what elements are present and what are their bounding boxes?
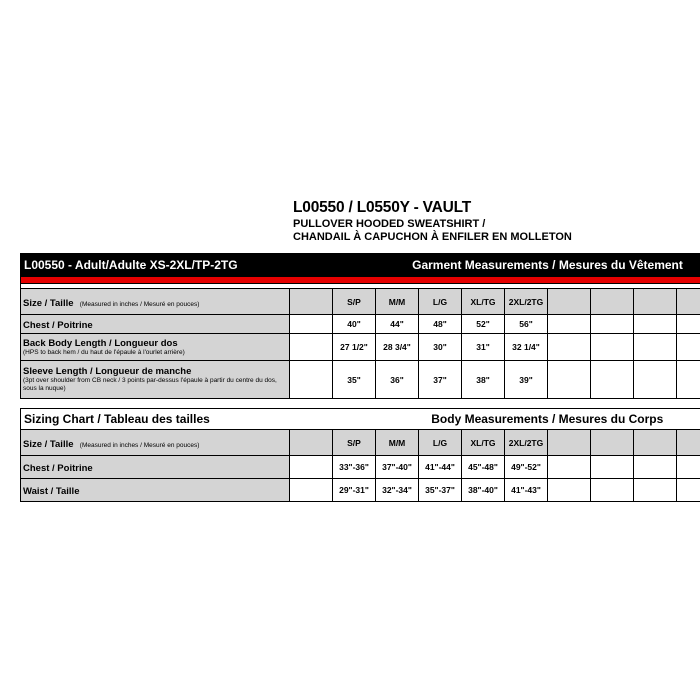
row-label: Waist / Taille [23,486,80,497]
garment-header-left: L00550 - Adult/Adulte XS-2XL/TP-2TG [21,254,376,277]
product-subtitle-fr: CHANDAIL À CAPUCHON À ENFILER EN MOLLETON [293,231,572,243]
body-size-row [21,430,700,456]
product-title-block [293,198,693,244]
garment-measurements-table [20,253,700,399]
row-label: Chest / Poitrine [23,463,93,474]
table-row: Waist / Taille 29"-31" 32"-34" 35"-37" 38"-40" 41"-43" [21,479,700,502]
size-header: 2XL/2TG [505,289,548,315]
size-header: L/G [419,289,462,315]
body-measurements-table [20,408,700,502]
size-header: XL/TG [462,289,505,315]
body-header [21,409,700,430]
row-label: Sleeve Length / Longueur de manche [23,366,192,377]
size-header: M/M [376,430,419,456]
garment-size-label: Size / Taille (Measured in inches / Mesuré en pouces) [21,289,290,315]
table-row: Back Body Length / Longueur dos (HPS to back hem / du haut de l'épaule à l'ourlet arrière) 27 1/2" 28 3/4" 30" 31" 32 1/4" [21,334,700,361]
row-note: (HPS to back hem / du haut de l'épaule à l'ourlet arrière) [23,348,185,356]
size-header: 2XL/2TG [505,430,548,456]
table-row: Chest / Poitrine 40" 44" 48" 52" 56" [21,315,700,334]
row-label: Back Body Length / Longueur dos [23,337,178,349]
row-label: Chest / Poitrine [23,320,93,331]
garment-size-row [21,289,700,315]
garment-header-right: Garment Measurements / Mesures du Vêtement [376,254,700,277]
product-subtitle-en: PULLOVER HOODED SWEATSHIRT / [293,218,486,230]
red-accent-bar [21,277,700,284]
size-header: S/P [333,430,376,456]
body-header-left: Sizing Chart / Tableau des tailles [21,409,376,430]
size-header: S/P [333,289,376,315]
product-title: L00550 / L0550Y - VAULT [293,199,472,216]
size-header: L/G [419,430,462,456]
size-header: M/M [376,289,419,315]
row-note: (3pt over shoulder from CB neck / 3 points par-dessus l'épaule à partir du centre du dos, sous la nuque) [23,377,277,392]
garment-header [21,254,700,277]
size-header: XL/TG [462,430,505,456]
table-row: Sleeve Length / Longueur de manche (3pt over shoulder from CB neck / 3 points par-dessus l'épaule à partir du centre du dos, sous la nuque) 35" 36" 37" 38" 39" [21,361,700,399]
body-header-right: Body Measurements / Mesures du Corps [376,409,700,430]
body-size-label: Size / Taille (Measured in inches / Mesuré en pouces) [21,430,290,456]
table-row: Chest / Poitrine 33"-36" 37"-40" 41"-44" 45"-48" 49"-52" [21,456,700,479]
